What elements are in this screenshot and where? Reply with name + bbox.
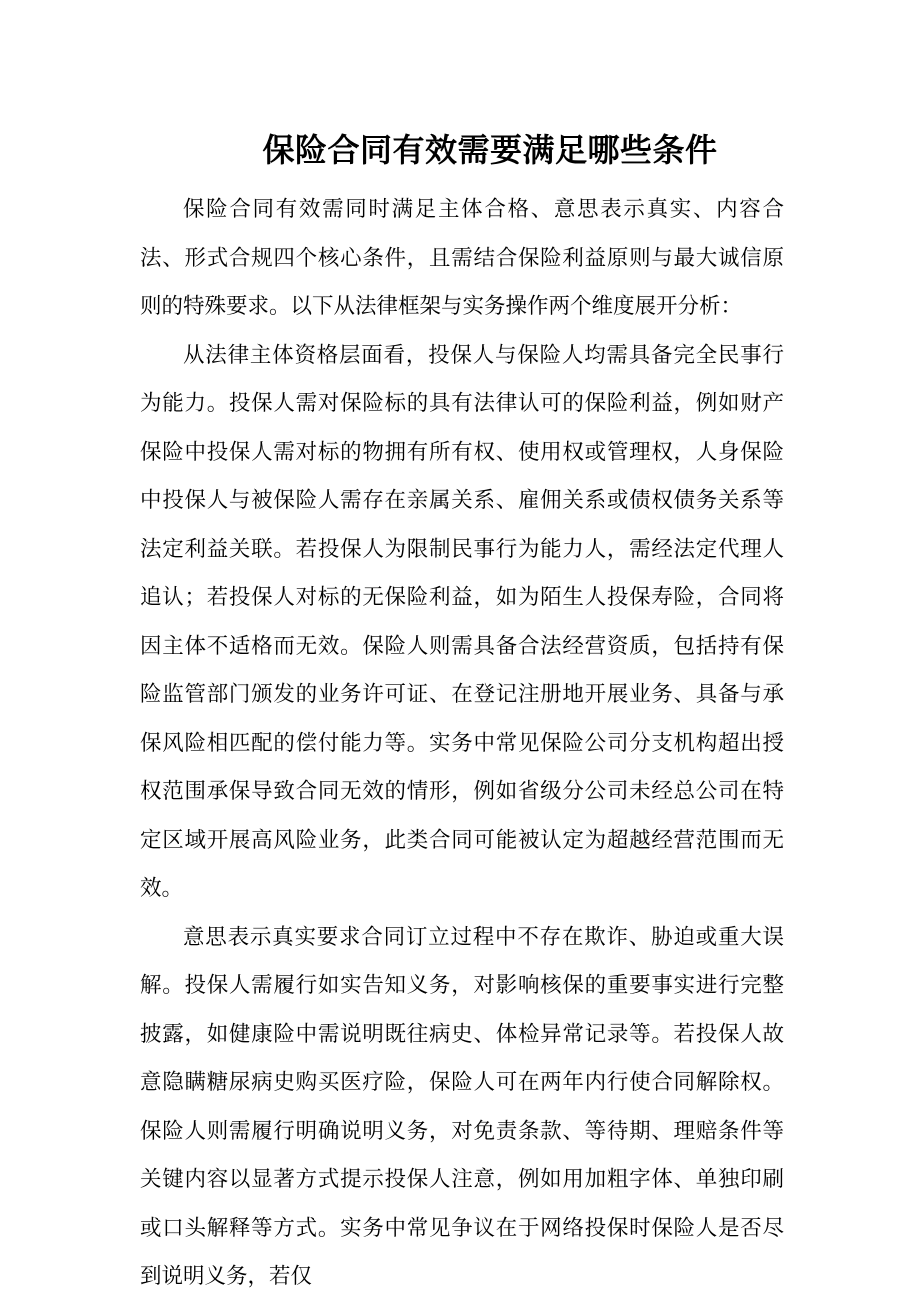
document-body xyxy=(140,186,784,1302)
paragraph-subject-qualification: 从法律主体资格层面看，投保人与保险人均需具备完全民事行为能力。投保人需对保险标的具有法律认可的保险利益，例如财产保险中投保人需对标的物拥有所有权、使用权或管理权，人身保险中投保人与被保险人需存在亲属关系、雇佣关系或债权债务关系等法定利益关联。若投保人为限制民事行为能力人，需经法定代理人追认；若投保人对标的无保险利益，如为陌生人投保寿险，合同将因主体不适格而无效。保险人则需具备合法经营资质，包括持有保险监管部门颁发的业务许可证、在登记注册地开展业务、具备与承保风险相匹配的偿付能力等。实务中常见保险公司分支机构超出授权范围承保导致合同无效的情形，例如省级分公司未经总公司在特定区域开展高风险业务，此类合同可能被认定为超越经营范围而无效。 xyxy=(140,342,784,901)
paragraph-true-intent: 意思表示真实要求合同订立过程中不存在欺诈、胁迫或重大误解。投保人需履行如实告知义务，对影响核保的重要事实进行完整披露，如健康险中需说明既往病史、体检异常记录等。若投保人故意隐瞒糖尿病史购买医疗险，保险人可在两年内行使合同解除权。保险人则需履行明确说明义务，对免责条款、等待期、理赔条件等关键内容以显著方式提示投保人注意，例如用加粗字体、单独印刷或口头解释等方式。实务中常见争议在于网络投保时保险人是否尽到说明义务，若仅 xyxy=(140,924,784,1289)
document-title: 保险合同有效需要满足哪些条件 xyxy=(262,131,718,169)
paragraph-intro: 保险合同有效需同时满足主体合格、意思表示真实、内容合法、形式合规四个核心条件，且需结合保险利益原则与最大诚信原则的特殊要求。以下从法律框架与实务操作两个维度展开分析： xyxy=(140,197,784,319)
